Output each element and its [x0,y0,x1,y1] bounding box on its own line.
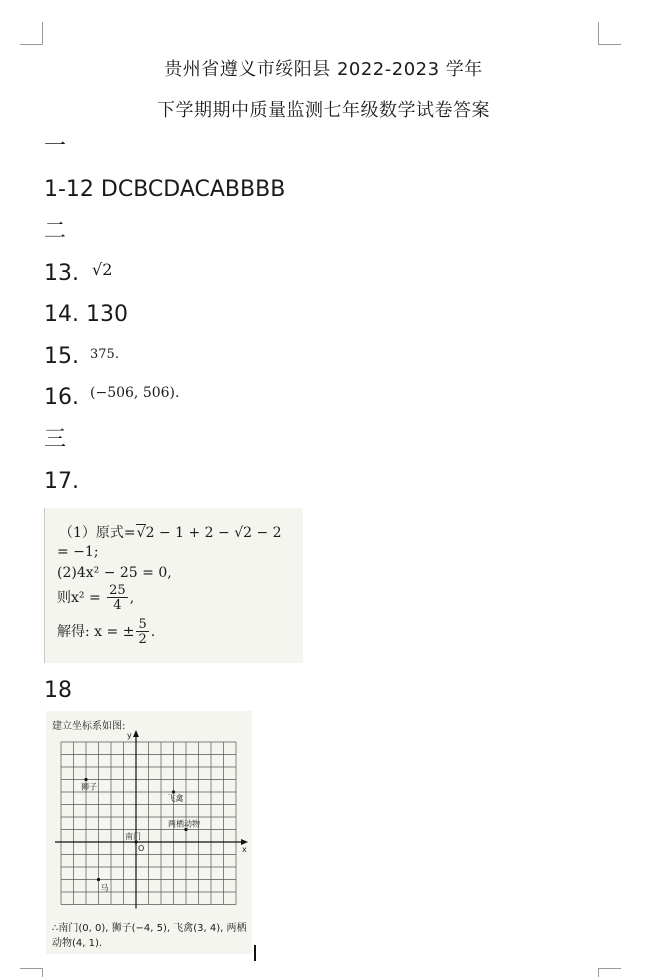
solution-line-5 [57,618,155,646]
fraction-numerator: 25 [109,583,126,598]
answers-1-12: 1-12 DCBCDACABBBB [44,177,286,202]
fraction-25-4 [107,584,128,612]
section-one-heading: 一 [44,134,67,159]
y-axis-arrow [133,730,139,737]
solution-line-4-prefix: 则x² = [57,590,106,606]
point-label: 马 [100,883,109,893]
figure-caption-bottom-1: ∴南门(0, 0), 狮子(−4, 5), 飞禽(3, 4), 两栖 [52,923,247,934]
solution-line-3: (2)4x² − 25 = 0, [57,565,172,581]
crop-mark-top-left [20,22,43,45]
question-13-number: 13. [44,261,79,286]
origin-label: O [138,844,145,853]
title-line-2: 下学期期中质量监测七年级数学试卷答案 [157,100,490,121]
fraction-denominator: 2 [138,632,147,647]
fraction-denominator: 4 [113,598,122,613]
x-axis-label: x [242,845,247,854]
question-14-answer: 130 [86,302,128,327]
question-17-solution [44,508,303,663]
point-marker [84,778,87,781]
question-17-number: 17. [44,469,79,494]
question-15-number: 15. [44,344,79,369]
coordinate-grid [46,727,252,927]
solution-line-1: （1）原式=√2 − 1 + 2 − √2 − 2 [59,525,282,541]
question-13-answer: √2 [92,260,113,279]
solution-line-4-suffix: , [129,590,135,606]
solution-line-5-prefix: 解得: x = ± [57,624,135,640]
question-14-number: 14. [44,302,79,327]
solution-line-1-suffix: 2 − 2 [243,525,282,541]
crop-mark-top-right [598,22,621,45]
point-marker [97,878,100,881]
solution-line-5-suffix: . [150,624,156,640]
fraction-5-2 [136,618,148,646]
solution-line-2: = −1; [57,544,99,560]
question-16-answer: (−506, 506). [90,385,180,401]
point-label: 飞禽 [167,794,184,803]
section-two-heading: 二 [44,219,67,244]
figure-caption-top: 建立坐标系如图: [52,721,126,732]
question-15-answer: 375. [90,347,119,362]
question-18-figure [46,711,252,954]
title-line-1: 贵州省遵义市绥阳县 2022-2023 学年 [164,59,483,80]
point-label: 狮子 [81,782,97,792]
solution-line-1-prefix: （1）原式= [59,525,136,541]
section-three-heading: 三 [44,427,67,452]
y-axis-label: y [127,731,132,740]
question-18-number: 18 [44,678,72,703]
question-16-number: 16. [44,385,79,410]
figure-caption-bottom-2: 动物(4, 1). [52,938,103,949]
text-cursor [254,945,256,961]
point-label: 两栖动物 [168,819,200,829]
point-label: 南门 [125,832,141,841]
solution-line-1-expr: 2 − 1 + 2 − [145,525,235,541]
fraction-numerator: 5 [138,617,147,632]
solution-line-4 [57,584,134,612]
